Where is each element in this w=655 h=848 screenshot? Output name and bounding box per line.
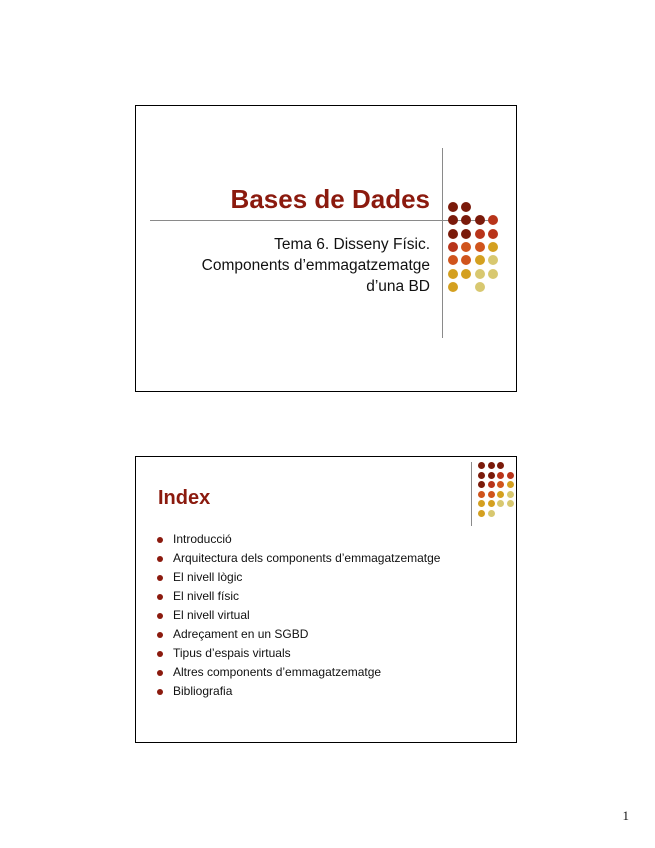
decorative-dot <box>488 269 498 279</box>
decorative-dot <box>488 491 495 498</box>
decorative-dot <box>475 215 485 225</box>
decorative-dot <box>475 255 485 265</box>
vertical-divider <box>442 148 443 338</box>
decorative-dot <box>507 481 514 488</box>
decorative-dot <box>478 462 485 469</box>
list-item <box>156 568 440 587</box>
list-item-text: Altres components d’emmagatzematge <box>173 665 382 679</box>
bullet-icon <box>157 537 163 543</box>
list-item <box>156 663 440 682</box>
title-slide <box>135 105 517 392</box>
list-item-text: El nivell físic <box>173 589 240 603</box>
decorative-dot <box>448 202 458 212</box>
decorative-dot <box>448 242 458 252</box>
decorative-dot <box>488 215 498 225</box>
list-item <box>156 587 440 606</box>
page-number: 1 <box>622 808 629 823</box>
decorative-dot <box>461 215 471 225</box>
bullet-icon <box>157 670 163 676</box>
slide-title: Index <box>158 487 211 509</box>
decorative-dot <box>461 202 471 212</box>
list-item-text: Tipus d’espais virtuals <box>173 646 291 660</box>
decorative-dot <box>448 255 458 265</box>
decorative-dot <box>488 510 495 517</box>
list-item-text: Introducció <box>173 532 232 546</box>
decorative-dot <box>497 500 504 507</box>
bullet-list <box>156 530 440 701</box>
list-item-text: Arquitectura dels components d’emmagatzematge <box>173 551 441 565</box>
decorative-dot <box>478 491 485 498</box>
decorative-dot <box>475 242 485 252</box>
list-item-text: El nivell virtual <box>173 608 250 622</box>
list-item-text: El nivell lògic <box>173 570 243 584</box>
list-item-text: Bibliografia <box>173 684 233 698</box>
decorative-dot <box>497 491 504 498</box>
decorative-dot <box>488 462 495 469</box>
decorative-dot <box>497 462 504 469</box>
index-slide <box>135 456 517 743</box>
decorative-dot <box>497 481 504 488</box>
decorative-dot <box>448 215 458 225</box>
list-item <box>156 644 440 663</box>
bullet-icon <box>157 632 163 638</box>
decorative-dot <box>497 472 504 479</box>
decorative-dot <box>488 229 498 239</box>
subtitle-line: Tema 6. Disseny Físic. <box>274 236 430 253</box>
bullet-icon <box>157 651 163 657</box>
bullet-icon <box>157 594 163 600</box>
list-item <box>156 625 440 644</box>
bullet-icon <box>157 689 163 695</box>
list-item <box>156 682 440 701</box>
decorative-dot <box>461 269 471 279</box>
decorative-dot <box>488 242 498 252</box>
decorative-dot <box>475 269 485 279</box>
list-item-text: Adreçament en un SGBD <box>173 627 309 641</box>
decorative-dot <box>461 242 471 252</box>
list-item <box>156 530 440 549</box>
decorative-dot <box>461 229 471 239</box>
decorative-dot <box>488 472 495 479</box>
decorative-dot <box>478 481 485 488</box>
decorative-dot <box>478 500 485 507</box>
slide-title: Bases de Dades <box>230 184 430 214</box>
decorative-dot <box>478 510 485 517</box>
decorative-dot <box>461 255 471 265</box>
subtitle-line: Components d’emmagatzematge <box>201 257 430 274</box>
decorative-dot <box>448 282 458 292</box>
decorative-dot <box>507 472 514 479</box>
bullet-icon <box>157 556 163 562</box>
vertical-divider <box>471 462 472 526</box>
decorative-dot <box>488 500 495 507</box>
decorative-dot <box>475 282 485 292</box>
bullet-icon <box>157 575 163 581</box>
decorative-dot <box>488 255 498 265</box>
list-item <box>156 606 440 625</box>
bullet-icon <box>157 613 163 619</box>
decorative-dot <box>448 229 458 239</box>
decorative-dot <box>448 269 458 279</box>
decorative-dot <box>478 472 485 479</box>
slide-subtitle <box>170 234 430 297</box>
list-item <box>156 549 440 568</box>
decorative-dot <box>507 500 514 507</box>
subtitle-line: d’una BD <box>366 278 430 295</box>
decorative-dot <box>475 229 485 239</box>
horizontal-divider <box>150 220 495 221</box>
decorative-dot <box>488 481 495 488</box>
decorative-dot <box>507 491 514 498</box>
